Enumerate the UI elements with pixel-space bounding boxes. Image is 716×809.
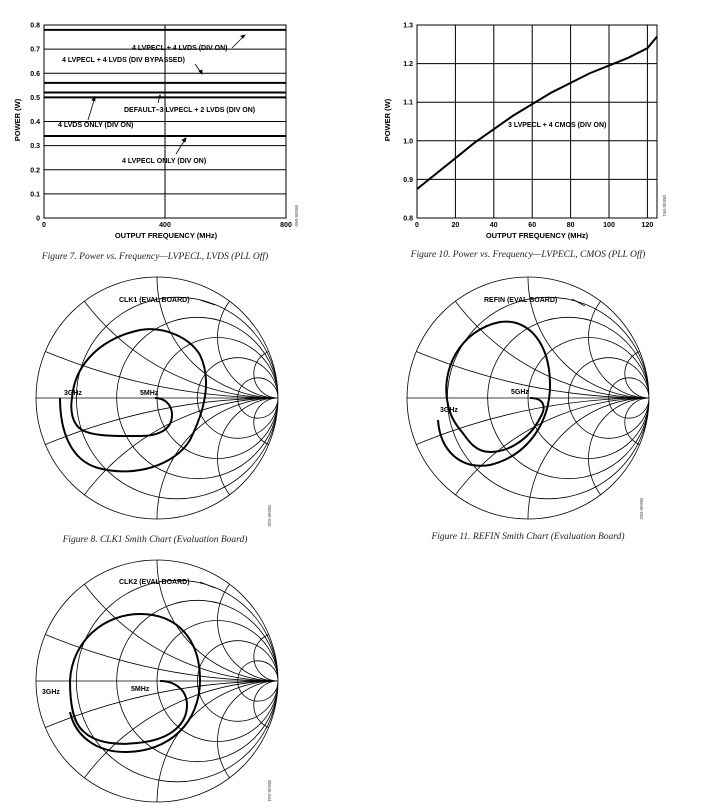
fig7-ytick-label: 0.6 [30, 70, 40, 78]
fig7-doc-code: 05046-060 [294, 205, 299, 227]
fig9-marker-5mhz: 5MHz [131, 686, 150, 693]
smith-reactance-arc [218, 560, 339, 681]
fig7-xtick-label: 0 [42, 222, 46, 229]
fig7-annotation-div-bypassed: 4 LVPECL + 4 LVDS (DIV BYPASSED) [62, 57, 185, 64]
fig10-caption: Figure 10. Power vs. Frequency—LVPECL, CMOS (PLL Off) [410, 250, 646, 260]
fig9-title-leader [200, 582, 215, 588]
figure-7-power-lvpecl-lvds [13, 23, 299, 263]
fig7-ylabel: POWER (W) [13, 98, 22, 142]
fig7-annotation-div-on: 4 LVPECL + 4 LVDS (DIV ON) [132, 45, 228, 52]
fig10-ytick-label: 1.2 [403, 61, 413, 69]
fig7-annotation-lvpecl-only: 4 LVPECL ONLY (DIV ON) [122, 158, 207, 165]
fig10-xtick-label: 40 [489, 222, 498, 229]
smith-reactance-arc [528, 398, 716, 640]
smith-reactance-arc [36, 197, 520, 681]
fig7-ytick-label: 0.7 [30, 46, 40, 54]
fig7-caption: Figure 7. Power vs. Frequency—LVPECL, LVDS (PLL Off) [41, 252, 269, 262]
fig8-title-leader [200, 300, 215, 305]
fig10-xtick-label: 80 [566, 222, 575, 229]
fig10-ylabel: POWER (W) [383, 98, 392, 142]
fig10-xtick-label: 20 [451, 222, 460, 229]
fig10-xtick-label: 0 [415, 222, 419, 229]
fig10-ytick-label: 1.1 [403, 99, 413, 107]
fig10-annotation: 3 LVPECL + 4 CMOS (DIV ON) [508, 122, 607, 129]
fig8-title-label: CLK1 (EVAL BOARD) [119, 297, 190, 304]
fig11-marker-5ghz: 5GHz [511, 389, 529, 396]
smith-reactance-arc [407, 0, 716, 398]
fig10-series-line [417, 37, 657, 189]
fig11-doc-code: 05046-062 [639, 498, 644, 520]
fig10-doc-code: 05046-061 [662, 195, 667, 217]
fig11-title-label: REFIN (EVAL BOARD) [484, 297, 558, 304]
fig11-title-leader [572, 299, 585, 306]
fig8-doc-code: 05046-043 [267, 505, 272, 527]
fig8-trace [60, 329, 206, 471]
smith-reactance-arc [218, 681, 339, 802]
fig7-ytick-label: 0.2 [30, 167, 40, 175]
smith-reactance-arc [407, 398, 716, 809]
fig10-xtick-label: 60 [528, 222, 537, 229]
fig7-annotation-lvds-only: 4 LVDS ONLY (DIV ON) [58, 122, 134, 129]
fig10-ytick-label: 1.0 [403, 138, 413, 146]
fig7-ytick-label: 0.3 [30, 143, 40, 151]
figure-10-power-lvpecl-cmos [383, 23, 667, 261]
smith-reactance-arc [218, 398, 339, 519]
fig8-marker-5mhz: 5MHz [140, 390, 159, 397]
fig7-annotation-default: DEFAULT–3 LVPECL + 2 LVDS (DIV ON) [124, 107, 256, 114]
fig9-marker-3ghz: 3GHz [42, 689, 60, 696]
fig10-ytick-label: 1.3 [403, 22, 413, 30]
fig10-ytick-label: 0.8 [403, 215, 413, 223]
fig8-marker-3ghz: 3GHz [64, 390, 82, 397]
fig10-xlabel: OUTPUT FREQUENCY (MHz) [485, 231, 589, 240]
smith-reactance-arc [589, 277, 710, 398]
fig7-xlabel: OUTPUT FREQUENCY (MHz) [114, 231, 218, 240]
fig7-ytick-label: 0.5 [30, 94, 40, 102]
fig7-ytick-label: 0.1 [30, 191, 40, 199]
fig9-doc-code: 05046-044 [267, 780, 272, 802]
fig7-xtick-label: 800 [280, 222, 292, 229]
fig10-xtick-label: 100 [603, 222, 615, 229]
fig10-xtick-label: 120 [641, 222, 654, 229]
fig10-ytick-label: 0.9 [403, 176, 413, 184]
fig8-caption: Figure 8. CLK1 Smith Chart (Evaluation Board) [62, 535, 248, 545]
fig9-title-label: CLK2 (EVAL BOARD) [119, 579, 190, 586]
fig7-ytick-label: 0.4 [30, 119, 40, 126]
smith-reactance-arc [157, 681, 399, 809]
smith-reactance-arc [589, 398, 710, 519]
smith-reactance-arc [0, 398, 716, 809]
fig11-trace [438, 322, 550, 466]
fig7-xtick-label: 400 [159, 222, 171, 229]
fig7-ytick-label: 0 [36, 215, 40, 223]
smith-reactance-arc [36, 398, 520, 809]
smith-reactance-arc [528, 156, 716, 398]
fig11-caption: Figure 11. REFIN Smith Chart (Evaluation Board) [431, 532, 625, 542]
fig7-ytick-label: 0.8 [30, 22, 40, 30]
smith-reactance-arc [157, 156, 399, 398]
fig11-marker-3ghz: 3GHz [440, 407, 458, 414]
smith-reactance-arc [36, 681, 520, 809]
smith-reactance-arc [218, 277, 339, 398]
smith-reactance-arc [0, 681, 716, 809]
